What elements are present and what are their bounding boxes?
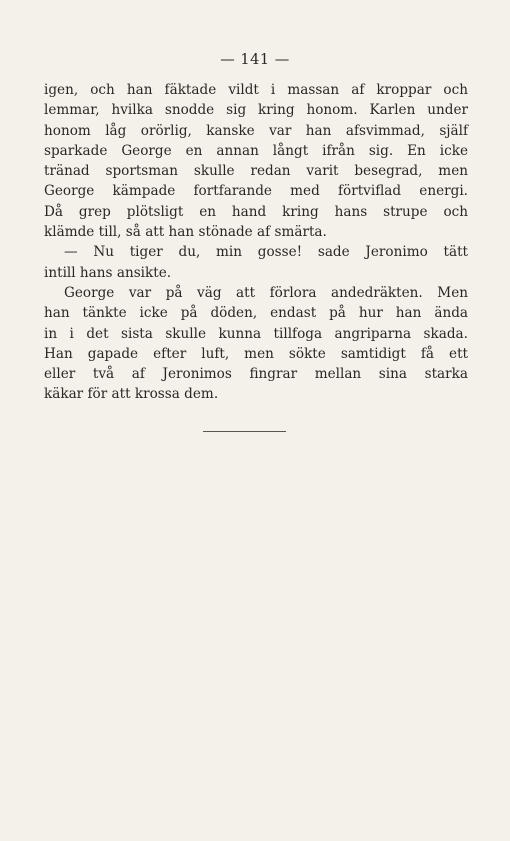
text-line: klämde till, så att han stönade af smärta. [44, 224, 327, 241]
text-line: tränad sportsman skulle redan varit besegrad, men [44, 163, 468, 180]
text-line: intill hans ansikte. [44, 264, 172, 281]
body-text [44, 80, 468, 405]
section-divider [203, 431, 286, 432]
text-line: lemmar, hvilka snodde sig kring honom. Karlen under [44, 102, 468, 119]
text-line: — Nu tiger du, min gosse! sade Jeronimo tätt [64, 244, 468, 261]
text-line: George kämpade fortfarande med förtviflad energi. [44, 183, 468, 200]
text-line: eller två af Jeronimos fingrar mellan sina starka [44, 366, 468, 383]
text-line: George var på väg att förlora andedräkten. Men [64, 284, 468, 301]
text-line: käkar för att krossa dem. [44, 386, 219, 403]
text-line: in i det sista skulle kunna tillfoga angriparna skada. [44, 325, 468, 342]
text-line: Han gapade efter luft, men sökte samtidigt få ett [44, 345, 468, 362]
text-line: han tänkte icke på döden, endast på hur han ända [44, 305, 468, 322]
page-number: — 141 — [220, 52, 290, 68]
text-line: sparkade George en annan långt ifrån sig. En icke [44, 142, 468, 159]
text-line: igen, och han fäktade vildt i massan af kroppar och [44, 82, 468, 98]
text-line: Då grep plötsligt en hand kring hans strupe och [44, 203, 468, 220]
text-line: honom låg orörlig, kanske var han afsvimmad, själf [44, 122, 468, 139]
